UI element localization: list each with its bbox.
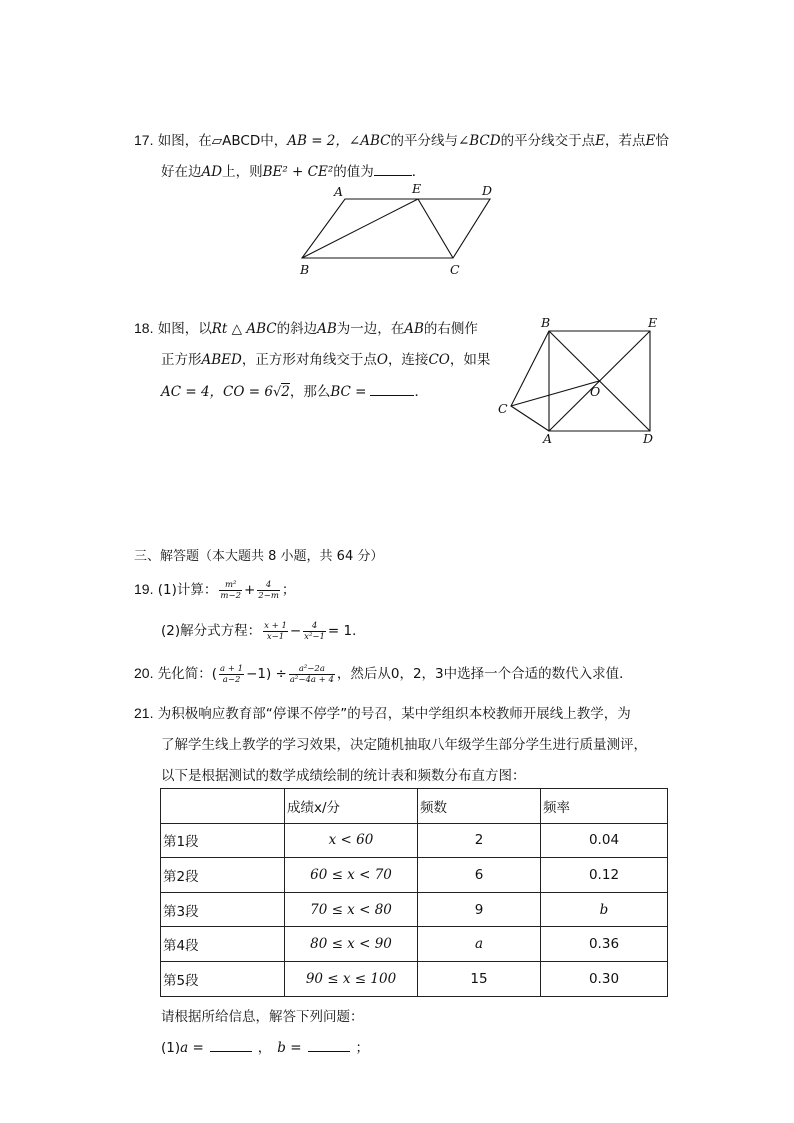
header-text: 成绩x/分 [287,799,341,816]
q17-line1 [134,129,669,149]
q17-text: 上，则 [222,164,263,180]
table-cell: 80 ≤ x < 90 [285,927,418,962]
q18-text: ，正方形对角线交于点 [241,352,377,368]
q17-parallelogram-figure [290,180,510,280]
q18-math: AC = 4，CO = 6 [161,384,273,400]
q19-part1 [134,578,295,601]
op: −1) ÷ [246,666,287,682]
table-cell: 第1段 [161,823,285,858]
q17-label-C: C [450,262,460,277]
q17-text: 恰 [655,133,669,149]
q17-number: 17. [134,132,154,148]
op: + [243,582,256,598]
q19-text: (2)解分式方程： [161,623,262,639]
q21-line3: 以下是根据测试的数学成绩绘制的统计表和频数分布直方图： [161,768,526,784]
q18-answer-blank [370,395,414,396]
q18-text: 的斜边 [276,321,318,337]
table-header-cell: 频数 [418,789,541,824]
q17-text: ，若点 [604,133,646,149]
q17-math: E [645,133,656,149]
table-cell: 0.36 [541,927,668,962]
table-row [161,927,668,962]
frac-den: 2−m [258,590,279,601]
q17-text: 好在边 [161,164,202,180]
q17-math: AB = 2，∠ABC [287,133,391,149]
q19-number: 19. [134,581,154,597]
table-header-row [161,789,668,824]
q20-text: 先化简： [157,666,212,682]
q17-line2 [161,160,425,180]
q19-text: (1)计算： [157,582,218,598]
section3-heading: 三、解答题（本大题共 8 小题，共 64 分） [134,549,384,564]
q19-text: = 1． [327,623,366,639]
table-header-cell [285,789,418,824]
q18-label-E: E [648,315,658,330]
q18-label-O: O [590,384,601,399]
frac-num: x + 1 [264,620,287,631]
frac-den: m−2 [220,590,241,601]
q18-text: 正方形 [161,352,202,368]
q17-answer-blank [374,175,412,176]
b-answer-blank [308,1051,350,1052]
table-cell: 6 [418,858,541,893]
q18-math: AB [404,321,424,337]
q18-line1 [134,317,478,337]
q17-text: ． [411,164,426,180]
table-cell: 60 ≤ x < 70 [285,858,418,893]
q17-text: 的平分线与 [390,133,458,149]
q18-label-C: C [498,401,508,416]
q19-text: ； [281,582,296,598]
table-cell: 0.30 [541,961,668,996]
table-cell: 第4段 [161,927,285,962]
q17-label-D: D [482,183,493,198]
table-row [161,858,668,893]
table-header-cell: 频率 [541,789,668,824]
table-cell: 70 ≤ x < 80 [285,892,418,927]
table-cell: 第3段 [161,892,285,927]
frac-num: a + 1 [220,663,244,674]
q18-math: ABED [201,352,242,368]
q18-text: ． [414,384,428,400]
table-cell: 第5段 [161,961,285,996]
frac-num: 4 [257,580,280,591]
q18-text: 如图，以 [157,321,212,337]
sqrt-sign: √ [272,385,282,400]
table-row [161,892,668,927]
q21-number: 21. [134,705,154,721]
q17-text: 的平分线交于点 [500,133,596,149]
q17-math: ∠BCD [457,133,501,149]
q18-text: ，连接 [387,352,429,368]
table-cell: 9 [418,892,541,927]
q18-line3 [161,380,428,400]
q18-label-D: D [643,431,654,446]
table-cell: b [541,892,668,927]
q21-text: 为积极响应教育部“停课不停学”的号召，某中学组织本校教师开展线上教学，为 [157,706,631,722]
table-cell: 第2段 [161,858,285,893]
q18-square-figure [490,312,670,452]
q19-frac1 [219,580,242,601]
a-answer-blank [210,1051,252,1052]
frac-num: a²−2a [289,664,335,675]
q21-part1 [161,1036,369,1056]
q18-text: ，那么 [289,384,331,400]
op: − [289,623,302,639]
q18-math: BC = [330,384,367,400]
q18-text: 为一边，在 [336,321,405,337]
q19-frac4 [303,621,326,642]
table-cell: 90 ≤ x ≤ 100 [285,961,418,996]
table-header-cell [161,789,285,824]
frac-den: x−1 [266,631,285,642]
q21-text: ； [355,1040,370,1056]
q20-line [134,662,633,685]
q18-line2 [161,348,490,368]
table-cell: 2 [418,823,541,858]
q19-part2 [161,619,366,642]
q17-text: 的值为 [333,164,374,180]
q18-math: CO [428,352,450,368]
table-cell: 0.12 [541,858,668,893]
op: ( [211,666,218,682]
frac-den: x²−1 [304,631,325,642]
table-cell: x < 60 [285,823,418,858]
q17-math: AD [201,164,223,180]
q18-math: AB [317,321,337,337]
frac-den: a²−4a + 4 [289,674,334,685]
q20-number: 20. [134,665,154,681]
q18-math: 2 [281,384,290,400]
table-cell: 0.04 [541,823,668,858]
q21-line2: 了解学生线上教学的学习效果，决定随机抽取八年级学生部分学生进行质量测评， [161,737,647,753]
q21-math: b = [277,1040,302,1056]
table-row [161,961,668,996]
q21-text: ， [257,1040,272,1056]
q18-number: 18. [134,320,154,336]
q21-text: (1) [161,1040,181,1056]
table-cell: 15 [418,961,541,996]
q19-frac2 [257,580,280,601]
table-row [161,823,668,858]
q17-label-E: E [412,181,422,196]
frac-num: m² [219,580,242,591]
q21-math: a = [180,1040,204,1056]
q18-text: 的右侧作 [423,321,478,337]
q17-text: 如图，在▱ABCD中， [157,133,288,149]
q20-frac1 [219,664,244,685]
q18-math: Rt △ ABC [211,321,277,337]
q21-after-table: 请根据所给信息，解答下列问题： [161,1009,364,1025]
q18-text: ，如果 [449,352,491,368]
q17-label-A: A [334,184,344,199]
q17-math: E [595,133,605,149]
q17-math: BE² + CE² [262,164,334,180]
frac-num: 4 [303,621,326,632]
table-cell: a [418,927,541,962]
frac-den: a−2 [222,674,241,685]
q18-math: O [376,352,388,368]
q18-label-B: B [541,315,551,330]
q19-frac3 [263,621,288,642]
q20-frac2 [289,664,335,685]
q18-label-A: A [543,431,553,446]
q17-label-B: B [300,262,310,277]
score-table [160,788,668,997]
q21-line1 [134,702,631,722]
q20-text: ，然后从0，2，3中选择一个合适的数代入求值． [336,666,633,682]
